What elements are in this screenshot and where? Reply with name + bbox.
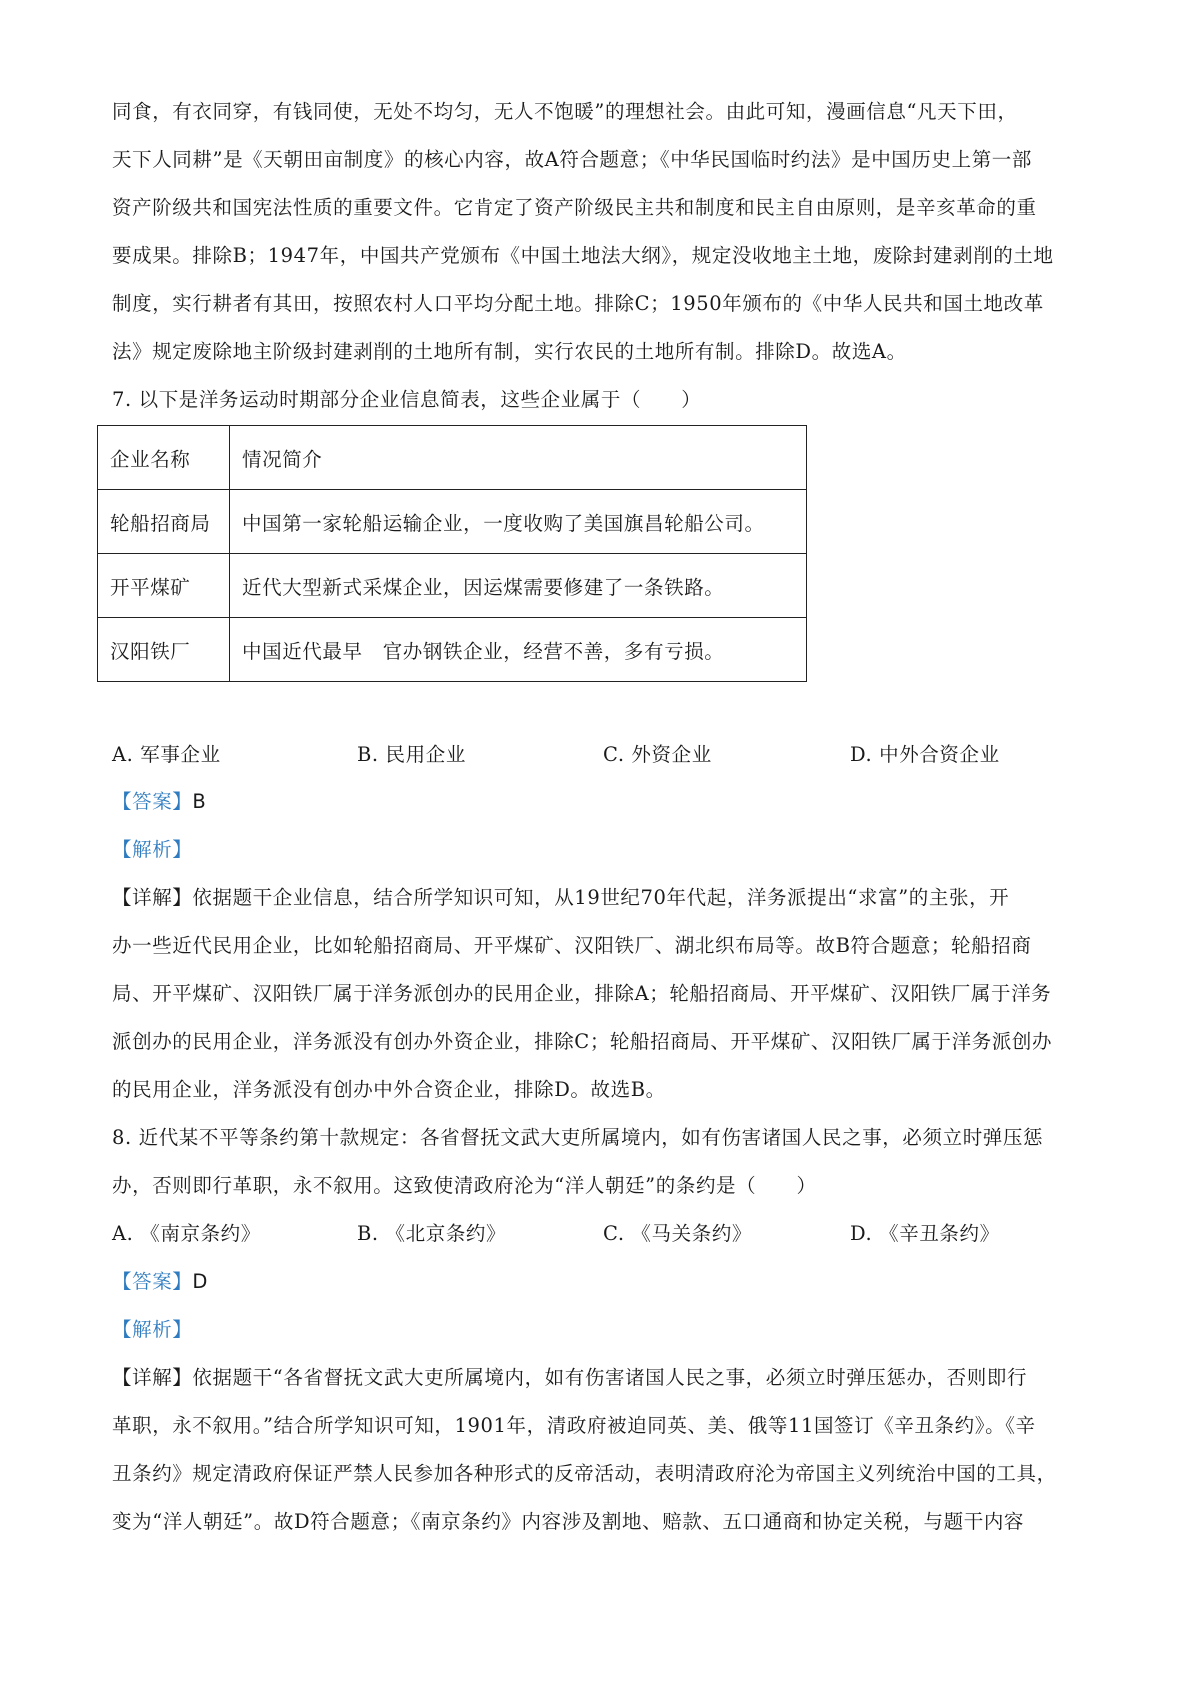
prev-explanation-line-4: 要成果。排除B；1947年，中国共产党颁布《中国土地法大纲》，规定没收地主土地，废除封建剥削的土地 xyxy=(112,244,1054,267)
answer-tag: 【答案】 xyxy=(112,790,193,813)
table-cell: 汉阳铁厂 xyxy=(98,618,230,682)
question-7-stem: 7. 以下是洋务运动时期部分企业信息简表，这些企业属于（ ） xyxy=(112,388,702,411)
q7-detail-line-2: 办一些近代民用企业，比如轮船招商局、开平煤矿、汉阳铁厂、湖北织布局等。故B符合题意；轮船招商 xyxy=(112,934,1032,957)
q7-detail-line-3: 局、开平煤矿、汉阳铁厂属于洋务派创办的民用企业，排除A；轮船招商局、开平煤矿、汉阳铁厂属于洋务 xyxy=(112,982,1052,1005)
table-row xyxy=(98,618,807,682)
q7-answer-line xyxy=(112,790,206,814)
q8-detail-line-2: 革职，永不叙用。”结合所学知识可知，1901年，清政府被迫同英、美、俄等11国签订《辛丑条约》。《辛 xyxy=(112,1414,1036,1437)
prev-explanation-line-5: 制度，实行耕者有其田，按照农村人口平均分配土地。排除C；1950年颁布的《中华人民共和国土地改革 xyxy=(112,292,1044,315)
q8-analysis-line xyxy=(112,1318,192,1342)
q8-option-b: B. 《北京条约》 xyxy=(357,1222,507,1245)
answer-value: D xyxy=(192,1270,209,1293)
table-cell: 中国近代最早 官办钢铁企业，经营不善，多有亏损。 xyxy=(230,618,807,682)
answer-value: B xyxy=(192,790,207,813)
table-header-cell: 企业名称 xyxy=(98,426,230,490)
q7-option-b: B. 民用企业 xyxy=(357,743,466,766)
q8-detail-line-1 xyxy=(112,1366,1027,1390)
prev-explanation-line-1: 同食，有衣同穿，有钱同使，无处不均匀，无人不饱暖”的理想社会。由此可知，漫画信息“凡天下田， xyxy=(112,100,1018,123)
q7-detail-line-4: 派创办的民用企业，洋务派没有创办外资企业，排除C；轮船招商局、开平煤矿、汉阳铁厂属于洋务派创办 xyxy=(112,1030,1053,1053)
q7-option-c: C. 外资企业 xyxy=(603,743,712,766)
detail-tag: 【详解】 xyxy=(112,886,193,909)
table-header-cell: 情况简介 xyxy=(230,426,807,490)
q7-option-a: A. 军事企业 xyxy=(112,743,221,766)
detail-tag: 【详解】 xyxy=(112,1366,193,1389)
q8-option-d: D. 《辛丑条约》 xyxy=(850,1222,1000,1245)
question-8-stem-line-2: 办，否则即行革职，永不叙用。这致使清政府沦为“洋人朝廷”的条约是（ ） xyxy=(112,1174,817,1197)
q8-detail-line-3: 丑条约》规定清政府保证严禁人民参加各种形式的反帝活动，表明清政府沦为帝国主义列统治中国的工具， xyxy=(112,1462,1057,1485)
detail-text: 依据题干“各省督抚文武大吏所属境内，如有伤害诸国人民之事，必须立时弹压惩办，否则即行 xyxy=(192,1366,1028,1389)
q7-analysis-line xyxy=(112,838,192,862)
table-row xyxy=(98,554,807,618)
detail-text: 依据题干企业信息，结合所学知识可知，从19世纪70年代起，洋务派提出“求富”的主张，开 xyxy=(192,886,1010,909)
prev-explanation-line-6: 法》规定废除地主阶级封建剥削的土地所有制，实行农民的土地所有制。排除D。故选A。 xyxy=(112,340,907,363)
analysis-tag: 【解析】 xyxy=(112,838,193,861)
table-cell: 中国第一家轮船运输企业，一度收购了美国旗昌轮船公司。 xyxy=(230,490,807,554)
q7-option-d: D. 中外合资企业 xyxy=(850,743,1000,766)
q8-option-a: A. 《南京条约》 xyxy=(112,1222,261,1245)
enterprise-info-table xyxy=(97,425,807,682)
answer-tag: 【答案】 xyxy=(112,1270,193,1293)
prev-explanation-line-3: 资产阶级共和国宪法性质的重要文件。它肯定了资产阶级民主共和制度和民主自由原则，是辛亥革命的重 xyxy=(112,196,1037,219)
table-cell: 开平煤矿 xyxy=(98,554,230,618)
table-cell: 轮船招商局 xyxy=(98,490,230,554)
prev-explanation-line-2: 天下人同耕”是《天朝田亩制度》的核心内容，故A符合题意；《中华民国临时约法》是中国历史上第一部 xyxy=(112,148,1033,171)
table-cell: 近代大型新式采煤企业，因运煤需要修建了一条铁路。 xyxy=(230,554,807,618)
q7-detail-line-5: 的民用企业，洋务派没有创办中外合资企业，排除D。故选B。 xyxy=(112,1078,666,1101)
q7-detail-line-1 xyxy=(112,886,1009,910)
q8-answer-line xyxy=(112,1270,208,1294)
q8-detail-line-4: 变为“洋人朝廷”。故D符合题意；《南京条约》内容涉及割地、赔款、五口通商和协定关税，与题干内容 xyxy=(112,1510,1025,1533)
question-8-stem-line-1: 8. 近代某不平等条约第十款规定：各省督抚文武大吏所属境内，如有伤害诸国人民之事，必须立时弹压惩 xyxy=(112,1126,1044,1149)
table-header-row xyxy=(98,426,807,490)
q8-option-c: C. 《马关条约》 xyxy=(603,1222,753,1245)
table-row xyxy=(98,490,807,554)
analysis-tag: 【解析】 xyxy=(112,1318,193,1341)
